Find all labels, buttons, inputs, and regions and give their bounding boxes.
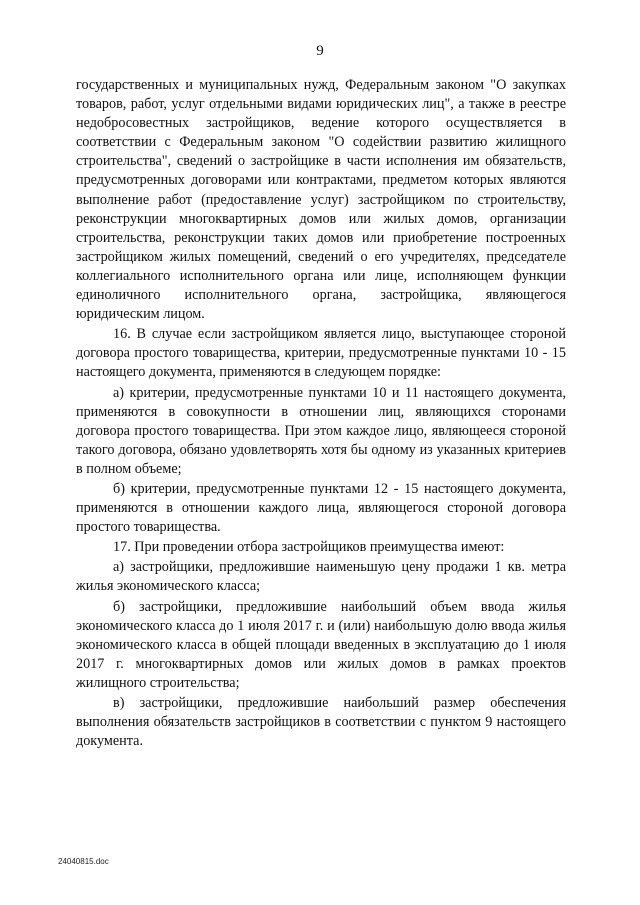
paragraph-clause-16a: а) критерии, предусмотренные пунктами 10 и 11 настоящего документа, применяются в совокупности в отношении лиц, являющихся сторонами договора простого товарищества. При этом каждое лицо, являющееся стороной такого договора, обязано удовлетворять хотя бы одному из указанных критериев в полном объеме; [76,384,566,477]
page-number: 9 [316,43,324,59]
paragraph-clause-16: 16. В случае если застройщиком является лицо, выступающее стороной договора простого товарищества, критерии, предусмотренные пунктами 10 - 15 настоящего документа, применяются в следующем порядке: [76,326,566,381]
paragraph-clause-17c: в) застройщики, предложившие наибольший размер обеспечения выполнения обязательств застройщиков в соответствии с пунктом 9 настоящего документа. [76,695,566,750]
paragraph-clause-17: 17. При проведении отбора застройщиков преимущества имеют: [113,539,505,556]
footer-filename: 24040815.doc [58,857,109,866]
paragraph-continuation: государственных и муниципальных нужд, Федеральным законом "О закупках товаров, работ, услуг отдельными видами юридических лиц", а также в реестре недобросовестных застройщиков, ведение которого осуществляется в соответствии с Федеральным законом "О содействии развитию жилищного строительства", сведений о застройщике в части исполнения им обязательств, предусмотренных договорами или контрактами, предметом которых являются выполнение работ (предоставление услуг) застройщиком по строительству, реконструкции многоквартирных домов или жилых домов, организации строительства, реконструкции таких домов или приобретение построенных застройщиком жилых помещений, сведений о его учредителях, председателе коллегиального исполнительного органа или лице, исполняющем функции единоличного исполнительного органа, застройщика, являющегося юридическим лицом. [76,77,566,323]
paragraph-clause-17a: а) застройщики, предложившие наименьшую цену продажи 1 кв. метра жилья экономического класса; [76,559,566,595]
paragraph-clause-16b: б) критерии, предусмотренные пунктами 12 - 15 настоящего документа, применяются в отношении каждого лица, являющегося стороной договора простого товарищества. [76,480,566,536]
document-body [76,76,566,751]
paragraph-clause-17b: б) застройщики, предложившие наибольший объем ввода жилья экономического класса до 1 июля 2017 г. и (или) наибольшую долю ввода жилья экономического класса в общей площади введенных в эксплуатацию до 1 июля 2017 г. многоквартирных домов или жилых домов в рамках проектов жилищного строительства; [76,598,566,691]
